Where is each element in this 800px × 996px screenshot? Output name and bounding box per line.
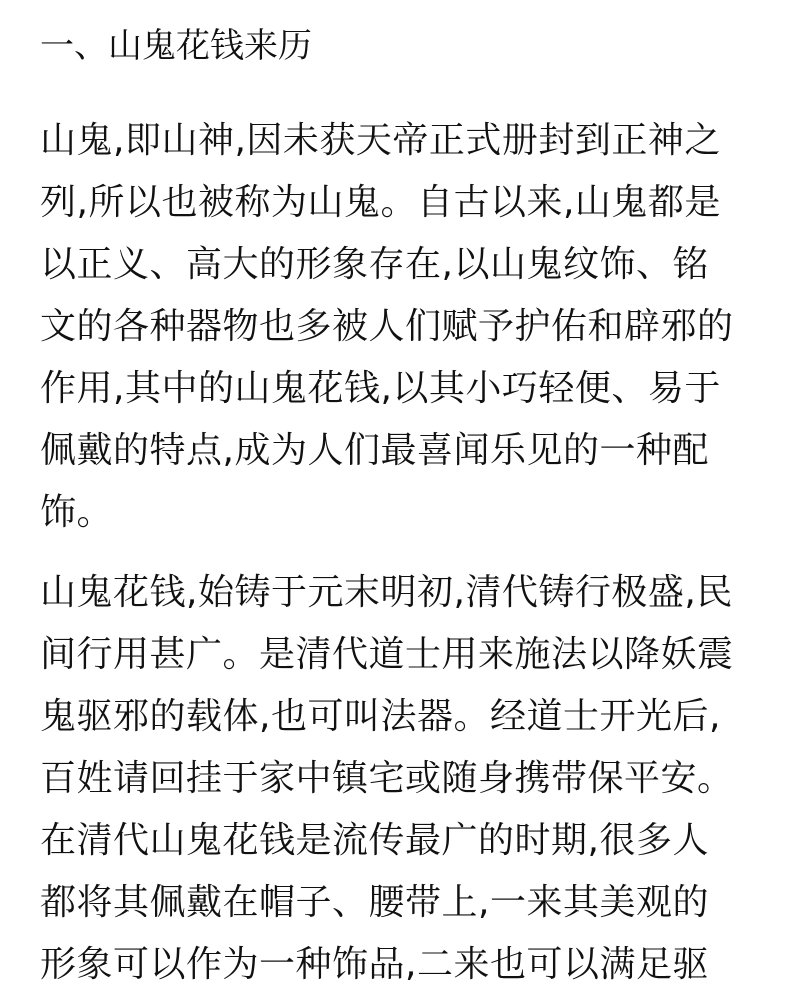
text-line: 间行用甚广。是清代道士用来施法以降妖震 xyxy=(40,634,734,675)
text-line: 文的各种器物也多被人们赋予护佑和辟邪的 xyxy=(40,306,734,347)
section-title: 一、山鬼花钱来历 xyxy=(40,26,312,66)
text-line: 列,所以也被称为山鬼。自古以来,山鬼都是 xyxy=(40,182,721,223)
text-line: 鬼驱邪的载体,也可叫法器。经道士开光后, xyxy=(40,696,721,737)
text-line: 山鬼,即山神,因未获天帝正式册封到正神之 xyxy=(40,120,721,161)
text-line: 饰。 xyxy=(40,492,114,533)
text-line: 佩戴的特点,成为人们最喜闻乐见的一种配 xyxy=(40,430,709,471)
paragraph xyxy=(40,562,780,996)
text-line: 都将其佩戴在帽子、腰带上,一来其美观的 xyxy=(40,882,709,923)
text-line: 百姓请回挂于家中镇宅或随身携带保平安。 xyxy=(40,758,734,799)
text-line: 形象可以作为一种饰品,二来也可以满足驱 xyxy=(40,944,709,985)
paragraph xyxy=(40,110,780,544)
text-line: 在清代山鬼花钱是流传最广的时期,很多人 xyxy=(40,820,709,861)
text-line: 以正义、高大的形象存在,以山鬼纹饰、铭 xyxy=(40,244,709,285)
text-line: 山鬼花钱,始铸于元末明初,清代铸行极盛,民 xyxy=(40,572,733,613)
text-line: 作用,其中的山鬼花钱,以其小巧轻便、易于 xyxy=(40,368,721,409)
